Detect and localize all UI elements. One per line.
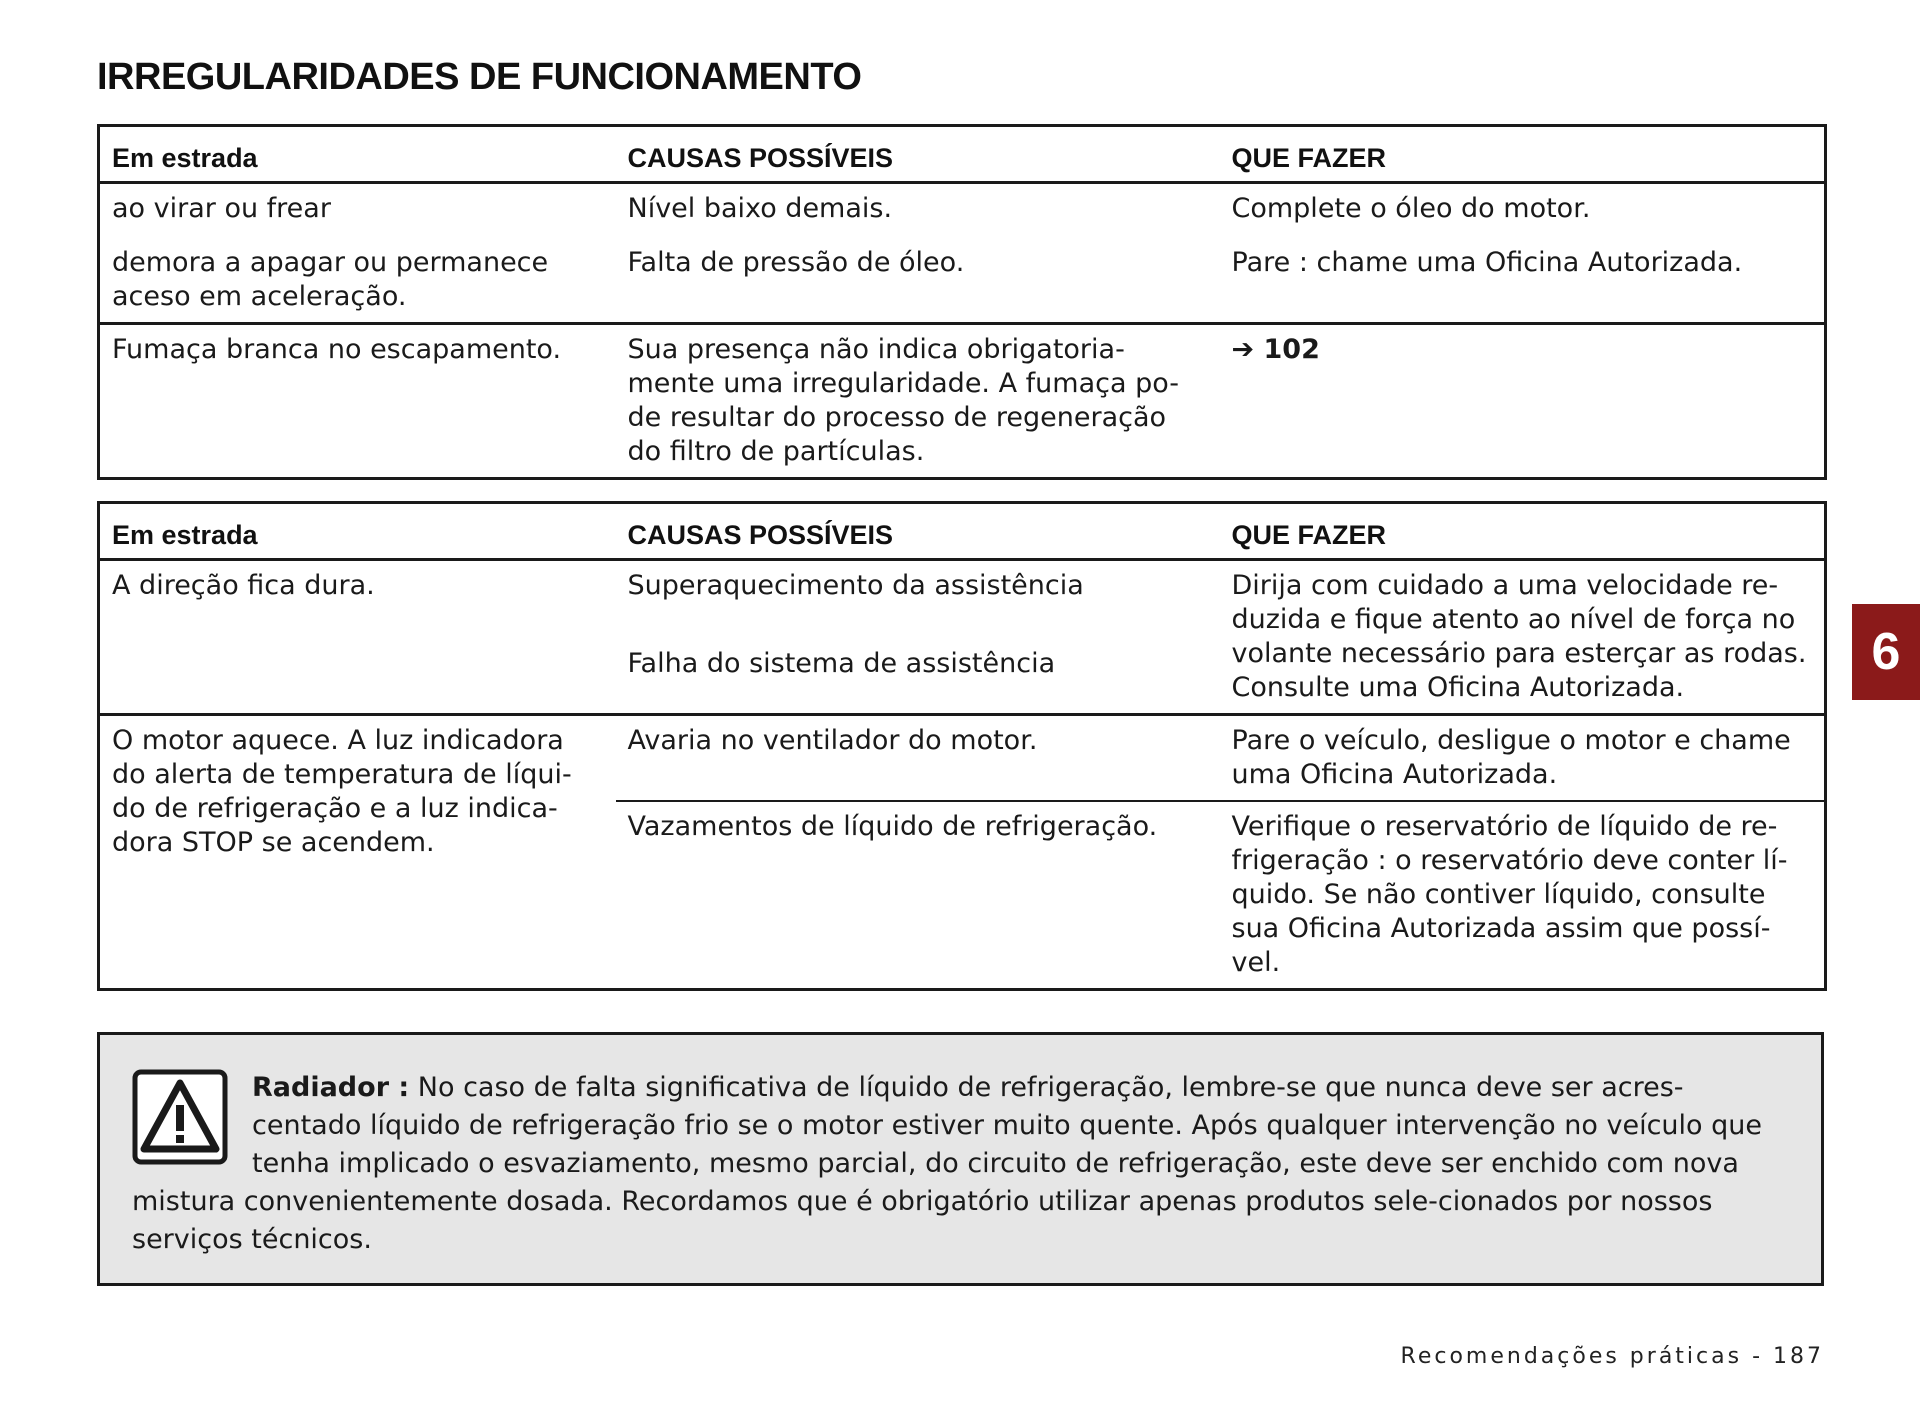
header-actions: QUE FAZER [1220,126,1826,183]
situation-text: demora a apagar ou permanece aceso em aceleração. [112,247,549,312]
cause-cell [616,560,1220,715]
table-header-row [99,126,1826,183]
action-text: Pare : chame uma Oficina Autorizada. [1231,247,1743,278]
warning-label: Radiador : [252,1072,410,1103]
table-header-row [99,503,1826,560]
cause-text: Nível baixo demais. [627,193,893,224]
action-text: Dirija com cuidado a uma velocidade re-duzida e fique atento ao nível de força no volante necessário para esterçar as rodas. Consulte uma Oficina Autorizada. [1231,570,1807,703]
cause-text: Sua presença não indica obrigatoria-mente uma irregularidade. A fumaça po-de resultar do processo de regeneração do filtro de partículas. [616,324,1220,479]
situation-cell [99,183,616,324]
table-row [99,183,1826,324]
chapter-tab[interactable]: 6 [1852,604,1920,700]
warning-text: No caso de falta significativa de líquido de refrigeração, lembre-se que nunca deve ser acres-centado líquido de refrigeração frio se o motor estiver muito quente. Após qualquer intervenção no veículo que tenha implicado o esvaziamento, mesmo parcial, do circuito de refrigeração, este deve ser enchido com nova mistura convenientemente dosada. Recordamos que é obrigatório utilizar apenas produtos sele-cionados por nossos serviços técnicos. [132,1072,1762,1255]
table-row [99,715,1826,802]
header-situation: Em estrada [99,503,616,560]
cause-text: Falha do sistema de assistência [627,648,1056,679]
cause-text: Avaria no ventilador do motor. [616,715,1220,802]
troubleshooting-table-1 [97,124,1827,480]
radiator-warning-box [97,1032,1824,1286]
table-row [99,560,1826,715]
header-situation: Em estrada [99,126,616,183]
action-text: Verifique o reservatório de líquido de re-frigeração : o reservatório deve conter lí-quido. Se não contiver líquido, consulte sua Oficina Autorizada assim que possí-vel. [1220,801,1826,990]
cause-text: Vazamentos de líquido de refrigeração. [616,801,1220,990]
warning-triangle-icon [132,1069,228,1165]
header-causes: CAUSAS POSSÍVEIS [616,126,1220,183]
action-cell [1220,183,1826,324]
cause-text: Superaquecimento da assistência [627,570,1084,601]
situation-text: A direção fica dura. [112,570,375,601]
troubleshooting-table-2 [97,501,1827,991]
page-title: IRREGULARIDADES DE FUNCIONAMENTO [97,56,862,98]
header-causes: CAUSAS POSSÍVEIS [616,503,1220,560]
action-text: Complete o óleo do motor. [1231,193,1591,224]
header-actions: QUE FAZER [1220,503,1826,560]
page-reference-link[interactable]: ➔ 102 [1220,324,1826,479]
action-text: Pare o veículo, desligue o motor e chame uma Oficina Autorizada. [1220,715,1826,802]
cause-text: Falta de pressão de óleo. [627,247,965,278]
situation-text: Fumaça branca no escapamento. [99,324,616,479]
situation-text: ao virar ou frear [112,193,331,224]
cause-cell [616,183,1220,324]
table-row [99,324,1826,479]
page-footer: Recomendações práticas - 187 [1400,1344,1824,1369]
situation-text: O motor aquece. A luz indicadora do alerta de temperatura de líqui-do de refrigeração e a luz indica-dora STOP se acendem. [99,715,616,990]
